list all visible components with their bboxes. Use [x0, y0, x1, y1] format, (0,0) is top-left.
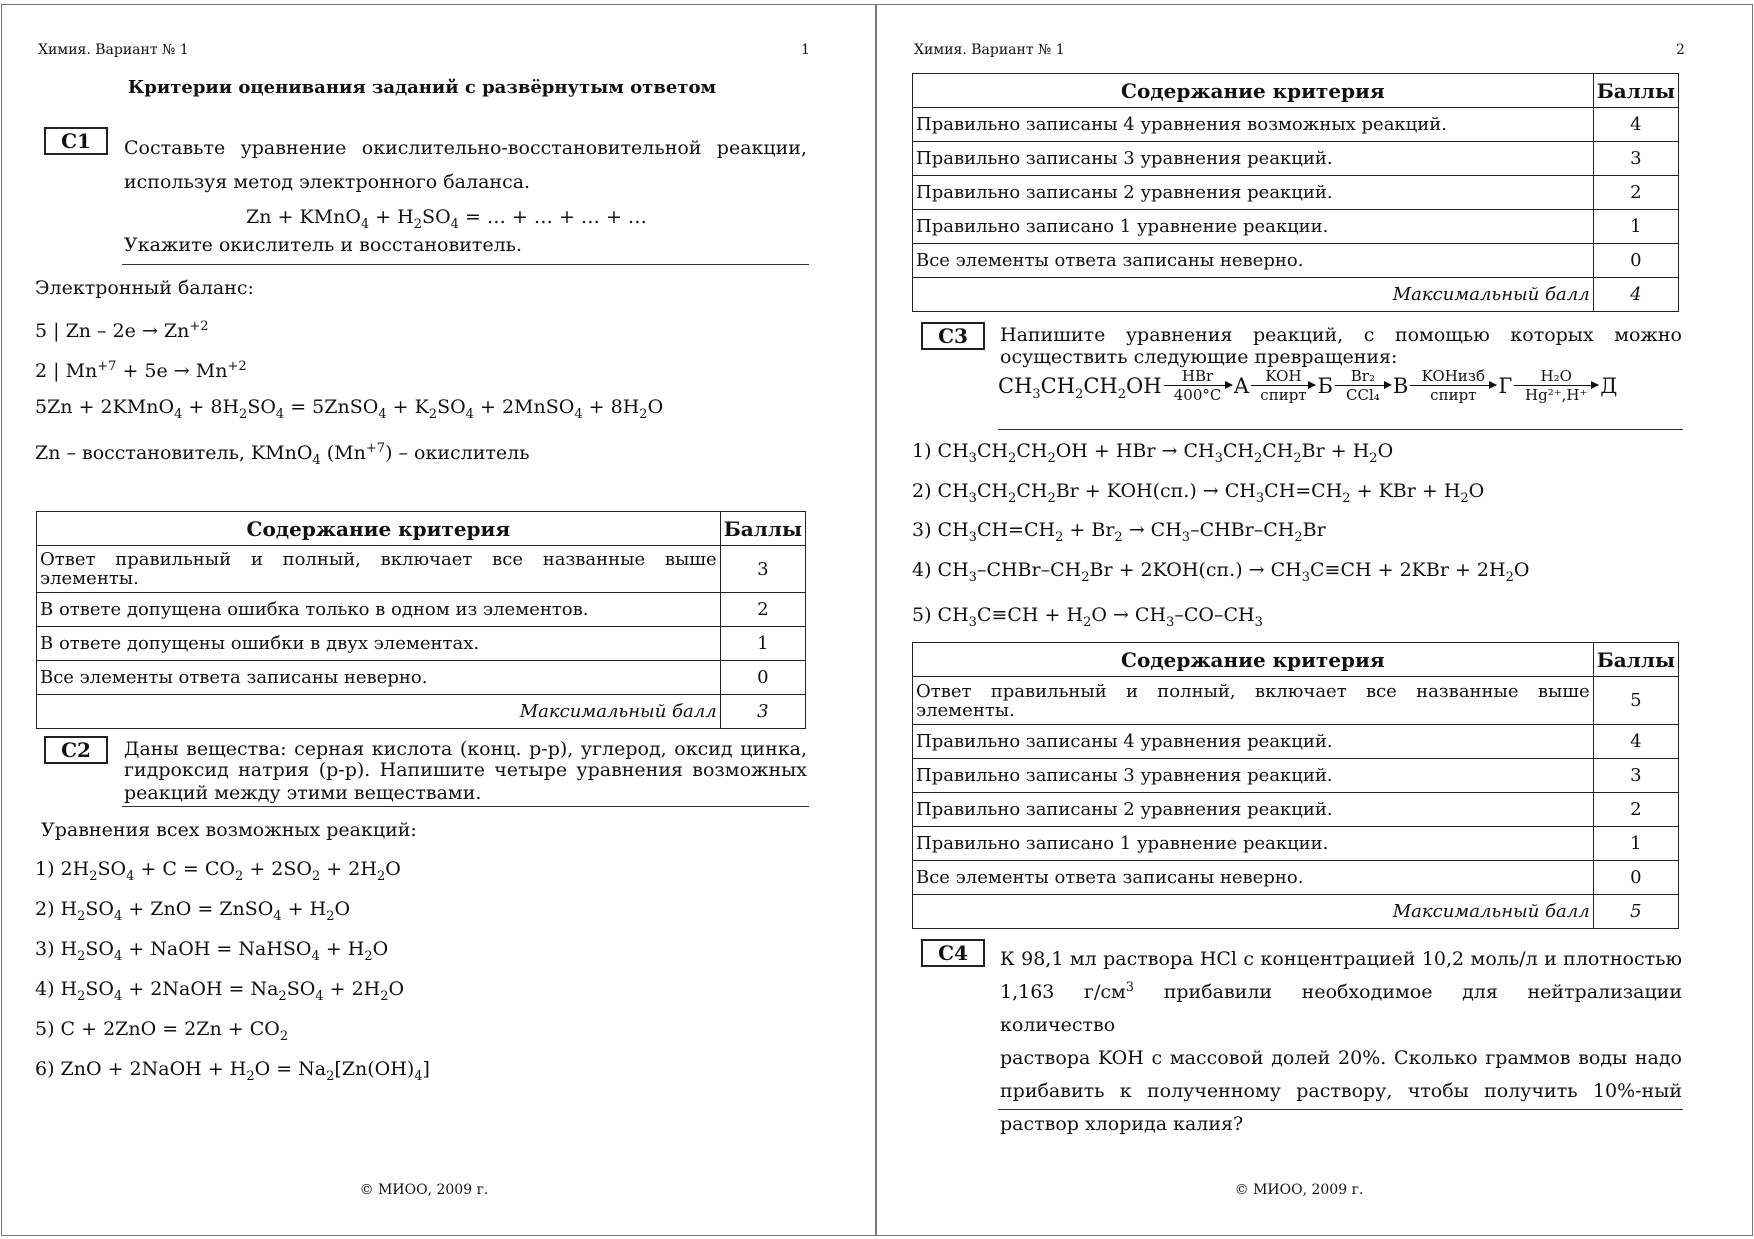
task-c1-text: [124, 137, 807, 159]
task-c4-line: раствор хлорида калия?: [1000, 1113, 1244, 1135]
criterion-points: 0: [720, 661, 805, 695]
task-c3-line: осуществить следующие превращения:: [1000, 346, 1398, 368]
c3-answer-line: 2) $CH_3CH_2CH_2Br + KOH(сп.) \to CH_3CH=CH_2$ + KBr + $H_2O$: [912, 480, 1485, 506]
page-2: [876, 4, 1753, 1236]
arrow-condition: спирт: [1430, 386, 1477, 404]
task-label-c4: С4: [921, 939, 985, 967]
c1-answer-equation: 5Zn + 2KMnO$_4$ + $8H_2SO_4$ = 5ZnSO$_4$ + $K_2SO_4$ + 2MnSO$_4$ + $8H_2O$: [35, 396, 664, 422]
task-c4-line: 1,163 $г/см^3$ прибавили необходимое для нейтрализации количество: [1000, 980, 1682, 1036]
divider: [998, 1109, 1683, 1110]
max-score-value: 4: [1593, 278, 1678, 312]
page-header-title: Химия. Вариант № 1: [38, 42, 189, 58]
balance-title: Электронный баланс:: [35, 277, 254, 299]
criterion-points: 2: [720, 593, 805, 627]
task-c2-line: реакций между этими веществами.: [124, 782, 482, 804]
task-c1-line: используя метод электронного баланса.: [124, 171, 531, 193]
scheme-substance: А: [1233, 373, 1250, 398]
scheme-start: $CH_3CH_2CH_2OH$: [998, 373, 1162, 402]
reaction-arrow: [1410, 367, 1496, 404]
criterion-points: 2: [1593, 793, 1678, 827]
task-c4-line: раствора KOH с массовой долей 20%. Сколько граммов воды надо: [1000, 1047, 1682, 1069]
divider: [998, 429, 1683, 430]
task-c4-text: [1000, 943, 1682, 1141]
criterion-points: 2: [1593, 176, 1678, 210]
task-c4-line-part: прибавили необходимое для нейтрализации количество: [1000, 981, 1682, 1036]
task-c2-line: гидроксид натрия (р-р). Напишите четыре уравнения возможных: [124, 759, 807, 781]
max-score-label: Максимальный балл: [913, 278, 1594, 312]
criterion-text: В ответе допущены ошибки в двух элементах.: [37, 627, 721, 661]
criterion-text: Правильно записаны 4 уравнения возможных реакций.: [913, 108, 1594, 142]
task-c2-line: Даны вещества: серная кислота (конц. р-р), углерод, оксид цинка,: [124, 738, 807, 760]
max-score-value: 5: [1593, 895, 1678, 929]
c2-criteria-table: [912, 73, 1679, 312]
scheme-substance: Г: [1498, 373, 1513, 398]
c3-transformation-scheme: [998, 367, 1617, 404]
c2-answer-line: 2) $H_2SO_4$ + ZnO = ZnSO$_4$ + $H_2O$: [35, 898, 351, 924]
task-c3-text: [1000, 325, 1682, 346]
arrow-reagent: KOHизб: [1421, 367, 1486, 385]
reaction-arrow: [1335, 367, 1391, 404]
scheme-substance: В: [1392, 373, 1409, 398]
arrow-reagent: HBr: [1181, 367, 1214, 385]
c2-answer-line: 6) ZnO + 2NaOH + $H_2O = Na_2[Zn(OH)_4]$: [35, 1058, 430, 1084]
task-label-c1: С1: [44, 127, 108, 155]
page-number: 1: [801, 42, 810, 58]
task-c3-line: Напишите уравнения реакций, с помощью которых можно: [1000, 324, 1682, 346]
task-c2-text: [124, 739, 807, 781]
scheme-substance: Д: [1600, 373, 1618, 398]
criterion-text: Правильно записаны 2 уравнения реакций.: [913, 793, 1594, 827]
arrow-reagent: KOH: [1265, 367, 1302, 385]
criterion-points: 1: [720, 627, 805, 661]
page-number: 2: [1676, 42, 1685, 58]
c3-criteria-table: [912, 642, 1679, 929]
table-header-points: Баллы: [1593, 74, 1678, 108]
criterion-text: Правильно записаны 3 уравнения реакций.: [913, 142, 1594, 176]
c2-answer-line: 1) $2H_2SO_4 + C = CO_2 + 2SO_2 + 2H_2O$: [35, 858, 401, 884]
criterion-points: 1: [1593, 827, 1678, 861]
task-c1-equation: Zn + KMnO$_4$ + $H_2SO_4$ = … + … + … + …: [246, 206, 647, 232]
task-c1-line: Укажите окислитель и восстановитель.: [124, 234, 523, 256]
criterion-text: Ответ правильный и полный, включает все названные выше элементы.: [37, 546, 721, 593]
c1-answer-roles: Zn – восстановитель, KMnO$_4$ $(Mn^{+7})$ – окислитель: [35, 441, 530, 468]
section-title: Критерии оценивания заданий с развёрнутым ответом: [127, 77, 717, 98]
table-header-points: Баллы: [1593, 643, 1678, 677]
task-label-c3: С3: [921, 322, 985, 350]
criterion-points: 3: [1593, 759, 1678, 793]
table-header-points: Баллы: [720, 512, 805, 546]
page-header-title: Химия. Вариант № 1: [914, 42, 1065, 58]
c3-answer-line: 4) $CH_3-CHBr-CH_2Br + 2KOH(сп.) \to CH_3C\equiv CH + 2KBr + 2H_2O$: [912, 559, 1530, 585]
arrow-condition: CCl₄: [1346, 386, 1380, 404]
criterion-points: 3: [720, 546, 805, 593]
max-score-label: Максимальный балл: [913, 895, 1594, 929]
c3-answer-line: 3) $CH_3CH=CH_2 + Br_2$ → $CH_3-CHBr-CH_2Br$: [912, 519, 1326, 545]
balance-line: 5 | $Zn - 2e \to Zn^{+2}$: [35, 319, 209, 342]
criterion-text: Правильно записано 1 уравнение реакции.: [913, 210, 1594, 244]
task-c4-line: К 98,1 мл раствора HCl с концентрацией 10,2 моль/л и плотностью: [1000, 948, 1682, 970]
criterion-text: Правильно записаны 3 уравнения реакций.: [913, 759, 1594, 793]
divider: [122, 806, 809, 807]
divider: [122, 264, 809, 265]
criterion-text: В ответе допущена ошибка только в одном из элементов.: [37, 593, 721, 627]
criterion-points: 4: [1593, 108, 1678, 142]
max-score-label: Максимальный балл: [37, 695, 721, 729]
criterion-points: 3: [1593, 142, 1678, 176]
criterion-text: Все элементы ответа записаны неверно.: [37, 661, 721, 695]
page-footer: © МИОО, 2009 г.: [359, 1182, 489, 1198]
criterion-text: Правильно записано 1 уравнение реакции.: [913, 827, 1594, 861]
c3-answer-line: 5) $CH_3C\equiv CH + H_2O \to CH_3-CO-CH_3$: [912, 604, 1263, 630]
balance-line: 2 | $Mn^{+7} + 5e \to Mn^{+2}$: [35, 359, 247, 382]
task-c4-line: прибавить к полученному раствору, чтобы получить 10%-ный: [1000, 1080, 1682, 1102]
c2-answer-line: 5) $C + 2ZnO = 2Zn + CO_2$: [35, 1018, 289, 1044]
c2-answer-line: 4) $H_2SO_4$ + 2NaOH = $Na_2SO_4 + 2H_2O$: [35, 978, 405, 1004]
reaction-arrow: [1514, 367, 1598, 404]
answers-title: Уравнения всех возможных реакций:: [41, 819, 417, 841]
page-1: [1, 4, 876, 1236]
table-header-criterion: Содержание критерия: [913, 74, 1594, 108]
table-header-criterion: Содержание критерия: [37, 512, 721, 546]
criterion-points: 0: [1593, 244, 1678, 278]
page-footer: © МИОО, 2009 г.: [1234, 1182, 1364, 1198]
arrow-condition: 400°C: [1173, 386, 1222, 404]
criterion-points: 0: [1593, 861, 1678, 895]
scheme-substance: Б: [1317, 373, 1333, 398]
arrow-condition: Hg²⁺,H⁺: [1525, 386, 1588, 404]
arrow-reagent: Br₂: [1350, 367, 1375, 385]
criterion-points: 4: [1593, 725, 1678, 759]
criterion-text: Все элементы ответа записаны неверно.: [913, 861, 1594, 895]
criterion-points: 1: [1593, 210, 1678, 244]
c2-answer-line: 3) $H_2SO_4$ + NaOH = NaHSO$_4$ + $H_2O$: [35, 938, 389, 964]
arrow-reagent: H₂O: [1540, 367, 1572, 385]
reaction-arrow: [1251, 367, 1315, 404]
criterion-text: Ответ правильный и полный, включает все названные выше элементы.: [913, 677, 1594, 725]
criterion-text: Все элементы ответа записаны неверно.: [913, 244, 1594, 278]
max-score-value: 3: [720, 695, 805, 729]
arrow-condition: спирт: [1260, 386, 1307, 404]
criterion-text: Правильно записаны 4 уравнения реакций.: [913, 725, 1594, 759]
criterion-text: Правильно записаны 2 уравнения реакций.: [913, 176, 1594, 210]
table-header-criterion: Содержание критерия: [913, 643, 1594, 677]
c3-answer-line: 1) $CH_3CH_2CH_2OH$ + HBr → $CH_3CH_2CH_2Br + H_2O$: [912, 440, 1394, 466]
criterion-points: 5: [1593, 677, 1678, 725]
c1-criteria-table: [36, 511, 806, 729]
task-label-c2: С2: [44, 736, 108, 764]
task-c1-line: Составьте уравнение окислительно-восстановительной реакции,: [124, 137, 807, 159]
reaction-arrow: [1164, 367, 1232, 404]
